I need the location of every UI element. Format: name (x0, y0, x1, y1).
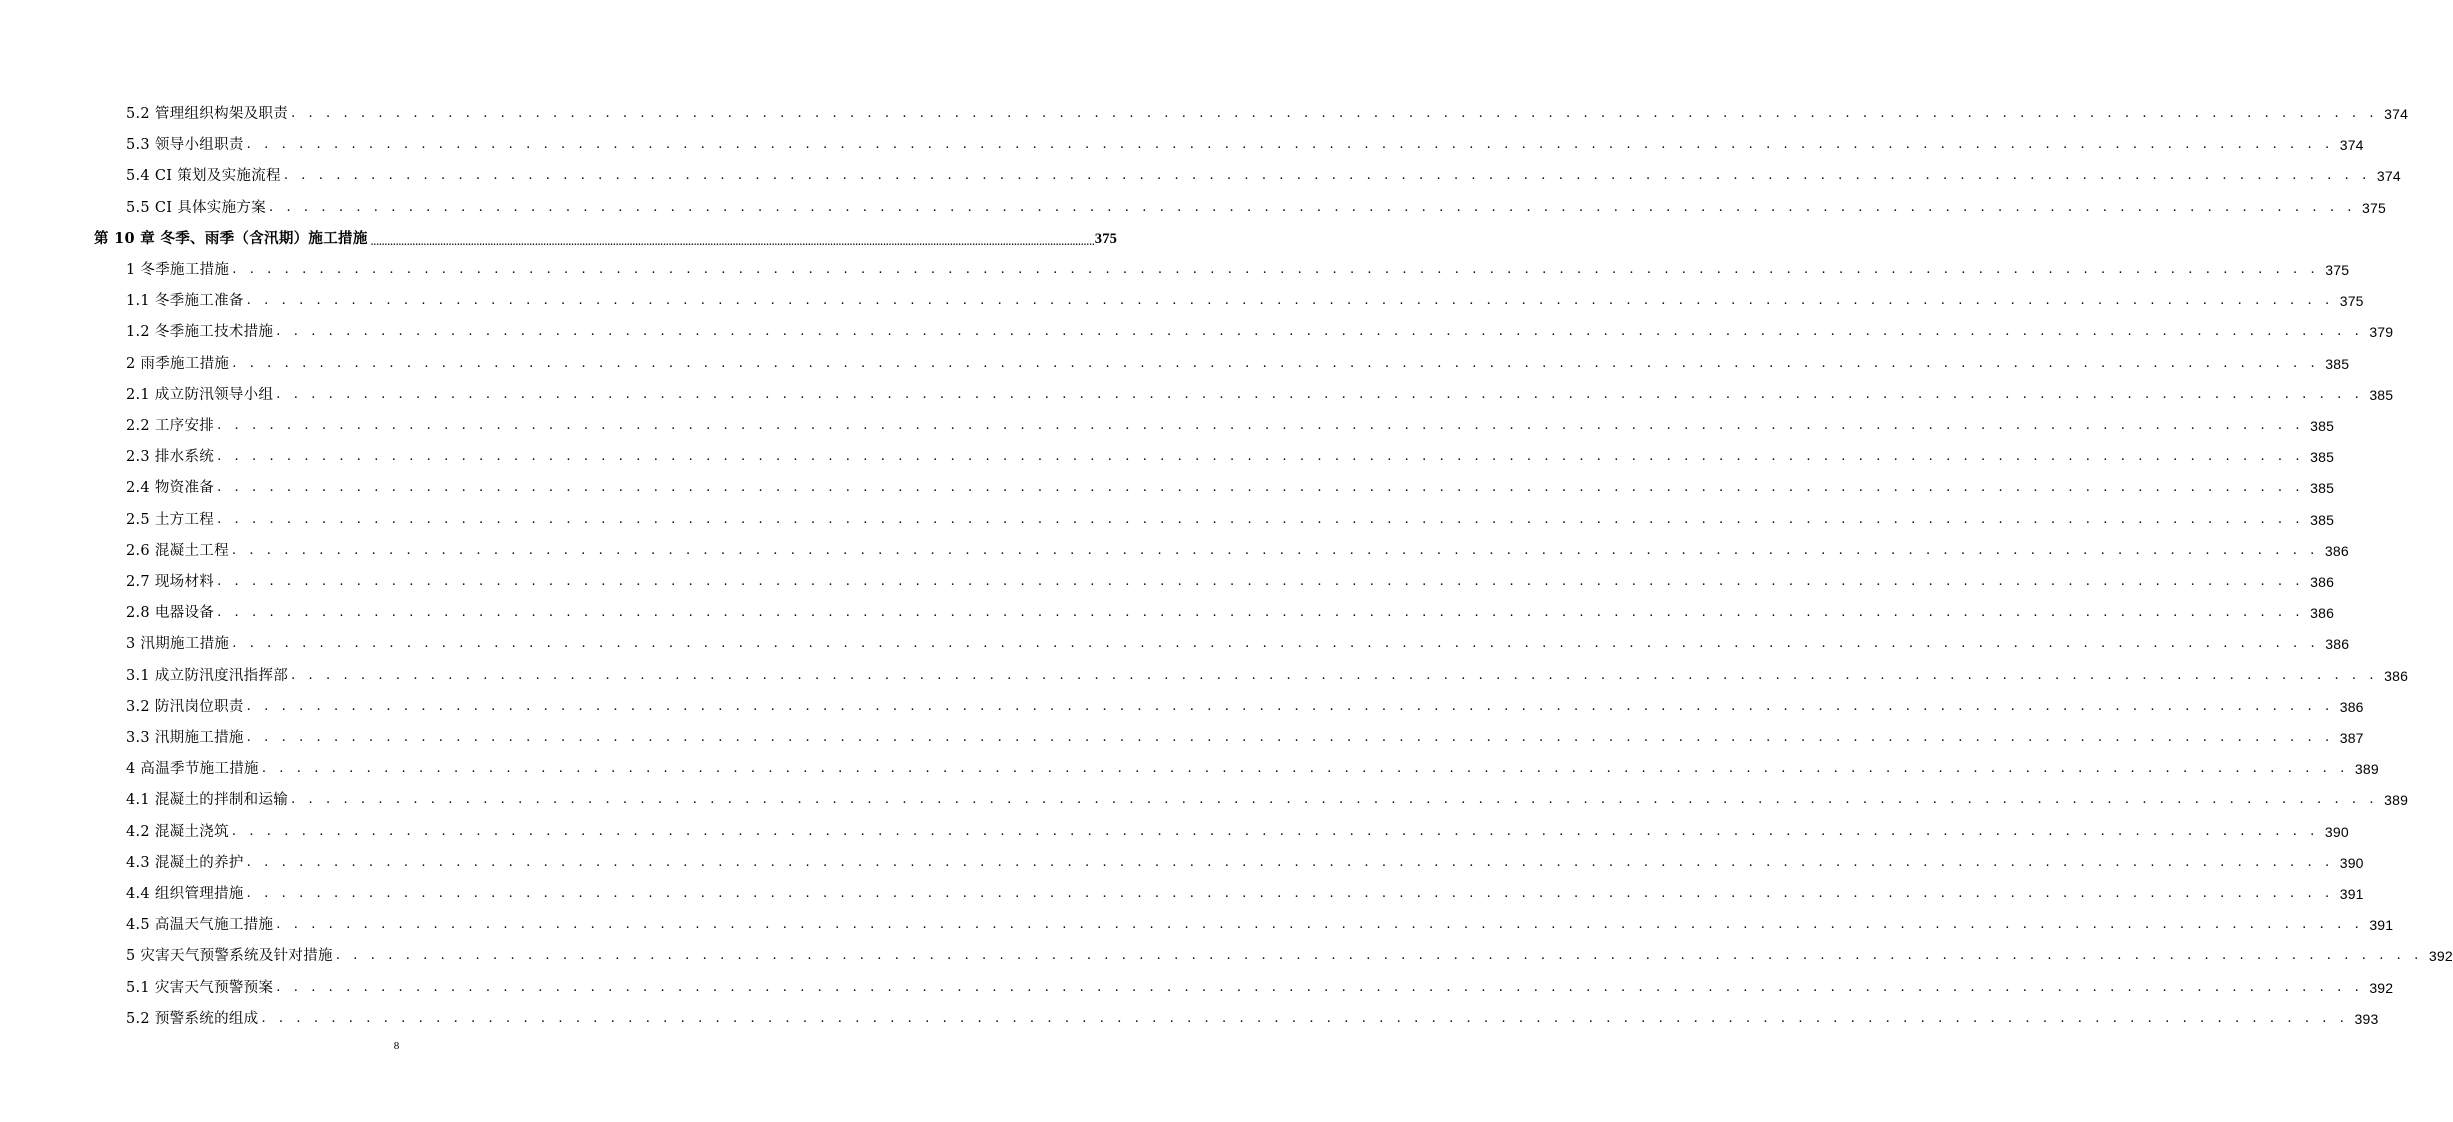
toc-dot-leader: . . . . . . . . . . . . . . . . . . . . . . . . . . . . . . . . . . . . . . . . . . . . . . . . . . . . . . . . . . . . . . . . . . . . . . . . . . . . . . . . . . . . . . . . . . . . . . . . . . . . . . . . . . . . . . . . . . . . . . . . (246, 137, 2334, 153)
toc-entry-title: 5.5 CI 具体实施方案 (126, 199, 266, 216)
toc-entry-title: 3.3 汛期施工措施 (126, 730, 244, 746)
toc-dot-leader: . . . . . . . . . . . . . . . . . . . . . . . . . . . . . . . . . . . . . . . . . . . . . . . . . . . . . . . . . . . . . . . . . . . . . . . . . . . . . . . . . . . . . . . . . . . . . . . . . . . . . . . . . . . . . . . . . . . . . . . . (246, 730, 2334, 745)
toc-entry-page: 375 (2339, 293, 2364, 310)
toc-entry-page: 375 (2325, 262, 2350, 278)
toc-entry-page: 385 (2310, 480, 2335, 497)
toc-entry-title: 5 灾害天气预警系统及针对措施 (126, 948, 333, 965)
toc-row[interactable] (126, 724, 2364, 748)
toc-dot-leader: . . . . . . . . . . . . . . . . . . . . . . . . . . . . . . . . . . . . . . . . . . . . . . . . . . . . . . . . . . . . . . . . . . . . . . . . . . . . . . . . . . . . . . . . . . . . . . . . . . . . . . . . . . . . . . . . . . . . . . . . (276, 386, 2364, 402)
toc-dot-leader: . . . . . . . . . . . . . . . . . . . . . . . . . . . . . . . . . . . . . . . . . . . . . . . . . . . . . . . . . . . . . . . . . . . . . . . . . . . . . . . . . . . . . . . . . . . . . . . . . . . . . . . . . . . . . . . . . . . . . . . . (291, 106, 2379, 121)
toc-row[interactable] (126, 1005, 2379, 1029)
toc-entry-page: 389 (2384, 792, 2409, 809)
toc-dot-leader: . . . . . . . . . . . . . . . . . . . . . . . . . . . . . . . . . . . . . . . . . . . . . . . . . . . . . . . . . . . . . . . . . . . . . . . . . . . . . . . . . . . . . . . . . . . . . . . . . . . . . . . . . . . . . . . . . . . . . . . . (276, 979, 2364, 995)
toc-entry-page: 379 (2369, 324, 2394, 341)
toc-entry-page: 375 (2362, 199, 2386, 216)
toc-dot-leader: . . . . . . . . . . . . . . . . . . . . . . . . . . . . . . . . . . . . . . . . . . . . . . . . . . . . . . . . . . . . . . . . . . . . . . . . . . . . . . . . . . . . . . . . . . . . . . . . . . . . . . . . . . . . . . . . . . . . . . . . (246, 698, 2334, 714)
toc-entry-page: 390 (2339, 854, 2364, 871)
toc-row[interactable] (126, 786, 2409, 810)
toc-dot-leader: . . . . . . . . . . . . . . . . . . . . . . . . . . . . . . . . . . . . . . . . . . . . . . . . . . . . . . . . . . . . . . . . . . . . . . . . . . . . . . . . . . . . . . . . . . . . . . . . . . . . . . . . . . . . . . . . . . . . . . . . (335, 948, 2423, 964)
toc-row[interactable] (126, 630, 2350, 654)
toc-entry-page: 386 (2384, 667, 2409, 684)
toc-entry-page: 391 (2369, 917, 2394, 934)
toc-entry-page: 385 (2369, 386, 2394, 403)
toc-entry-title: 3 汛期施工措施 (126, 636, 230, 653)
toc-entry-title: 4.5 高温天气施工措施 (126, 917, 274, 934)
toc-entry-title: 5.3 领导小组职责 (126, 137, 244, 154)
toc-dot-leader: . . . . . . . . . . . . . . . . . . . . . . . . . . . . . . . . . . . . . . . . . . . . . . . . . . . . . . . . . . . . . . . . . . . . . . . . . . . . . . . . . . . . . . . . . . . . . . . . . . . . . . . . . . . . . . . . . . . . . . . . (217, 511, 2305, 527)
toc-row[interactable] (126, 474, 2335, 498)
toc-row[interactable] (126, 599, 2335, 623)
toc-entry-title: 3.1 成立防汛度汛指挥部 (126, 667, 289, 684)
toc-dot-leader: . . . . . . . . . . . . . . . . . . . . . . . . . . . . . . . . . . . . . . . . . . . . . . . . . . . . . . . . . . . . . . . . . . . . . . . . . . . . . . . . . . . . . . . . . . . . . . . . . . . . . . . . . . . . . . . . . . . . . . . . (261, 761, 2349, 777)
toc-row[interactable] (126, 911, 2394, 935)
toc-row[interactable] (126, 131, 2364, 155)
toc-row[interactable] (126, 256, 2350, 280)
toc-entry-page: 375 (1094, 230, 1118, 247)
toc-dot-leader: . . . . . . . . . . . . . . . . . . . . . . . . . . . . . . . . . . . . . . . . . . . . . . . . . . . . . . . . . . . . . . . . . . . . . . . . . . . . . . . . . . . . . . . . . . . . . . . . . . . . . . . . . . . . . . . . . . . . . . . . (246, 886, 2334, 901)
toc-row[interactable] (126, 662, 2409, 686)
toc-row[interactable] (126, 880, 2364, 904)
toc-chapter-row[interactable] (94, 225, 1118, 249)
toc-row[interactable] (126, 537, 2349, 561)
toc-entry-page: 392 (2428, 948, 2453, 965)
toc-row[interactable] (126, 350, 2350, 374)
toc-entry-page: 386 (2310, 574, 2335, 590)
toc-entry-title: 2 雨季施工措施 (126, 355, 230, 372)
toc-entry-page: 387 (2339, 730, 2364, 746)
toc-entry-title: 5.1 灾害天气预警预案 (126, 979, 274, 996)
toc-entry-title: 2.4 物资准备 (126, 480, 215, 497)
toc-row[interactable] (126, 381, 2394, 405)
toc-row[interactable] (126, 693, 2364, 717)
toc-dot-leader: . . . . . . . . . . . . . . . . . . . . . . . . . . . . . . . . . . . . . . . . . . . . . . . . . . . . . . . . . . . . . . . . . . . . . . . . . . . . . . . . . . . . . . . . . . . . . . . . . . . . . . . . . . . . . . . . . . . . . . . . (231, 823, 2319, 839)
toc-dot-leader: . . . . . . . . . . . . . . . . . . . . . . . . . . . . . . . . . . . . . . . . . . . . . . . . . . . . . . . . . . . . . . . . . . . . . . . . . . . . . . . . . . . . . . . . . . . . . . . . . . . . . . . . . . . . . . . . . . . . . . . . (246, 293, 2334, 309)
toc-dot-leader: . . . . . . . . . . . . . . . . . . . . . . . . . . . . . . . . . . . . . . . . . . . . . . . . . . . . . . . . . . . . . . . . . . . . . . . . . . . . . . . . . . . . . . . . . . . . . . . . . . . . . . . . . . . . . . . . . . . . . . . . (231, 542, 2319, 558)
toc-entry-page: 391 (2339, 886, 2364, 902)
toc-row[interactable] (126, 506, 2335, 530)
toc-entry-page: 385 (2310, 449, 2335, 466)
toc-entry-page: 385 (2310, 418, 2335, 434)
toc-entry-title: 3.2 防汛岗位职责 (126, 698, 244, 715)
toc-entry-page: 385 (2325, 355, 2350, 372)
page-number: 8 (393, 1040, 400, 1052)
toc-entry-page: 374 (2339, 137, 2364, 154)
toc-entry-title: 4.2 混凝土浇筑 (126, 823, 229, 840)
toc-entry-page: 390 (2324, 823, 2349, 840)
toc-row[interactable] (126, 100, 2409, 124)
toc-row[interactable] (126, 194, 2386, 218)
toc-dot-leader: . . . . . . . . . . . . . . . . . . . . . . . . . . . . . . . . . . . . . . . . . . . . . . . . . . . . . . . . . . . . . . . . . . . . . . . . . . . . . . . . . . . . . . . . . . . . . . . . . . . . . . . . . . . . . . . . . . . . . . . . (261, 1010, 2349, 1026)
toc-dot-leader: . . . . . . . . . . . . . . . . . . . . . . . . . . . . . . . . . . . . . . . . . . . . . . . . . . . . . . . . . . . . . . . . . . . . . . . . . . . . . . . . . . . . . . . . . . . . . . . . . . . . . . . . . . . . . . . . . . . . . . . . (217, 449, 2305, 465)
toc-row[interactable] (126, 443, 2335, 467)
toc-dot-leader: . . . . . . . . . . . . . . . . . . . . . . . . . . . . . . . . . . . . . . . . . . . . . . . . . . . . . . . . . . . . . . . . . . . . . . . . . . . . . . . . . . . . . . . . . . . . . . . . . . . . . . . . . . . . . . . . . . . . . . . . (283, 168, 2371, 184)
toc-dot-leader: . . . . . . . . . . . . . . . . . . . . . . . . . . . . . . . . . . . . . . . . . . . . . . . . . . . . . . . . . . . . . . . . . . . . . . . . . . . . . . . . . . . . . . . . . . . . . . . . . . . . . . . . . . . . . . . . . . . . . . . . (276, 917, 2364, 933)
toc-dot-leader: . . . . . . . . . . . . . . . . . . . . . . . . . . . . . . . . . . . . . . . . . . . . . . . . . . . . . . . . . . . . . . . . . . . . . . . . . . . . . . . . . . . . . . . . . . . . . . . . . . . . . . . . . . . . . . . . . . . . . . . . (217, 480, 2305, 496)
toc-entry-title: 1.2 冬季施工技术措施 (126, 324, 274, 341)
toc-entry-title: 1.1 冬季施工准备 (126, 293, 244, 310)
toc-dot-leader: . . . . . . . . . . . . . . . . . . . . . . . . . . . . . . . . . . . . . . . . . . . . . . . . . . . . . . . . . . . . . . . . . . . . . . . . . . . . . . . . . . . . . . . . . . . . . . . . . . . . . . . . . . . . . . . . . . . . . . . . (232, 355, 2320, 371)
toc-entry-title: 2.6 混凝土工程 (126, 542, 229, 559)
toc-entry-page: 374 (2384, 106, 2409, 122)
toc-dot-leader: . . . . . . . . . . . . . . . . . . . . . . . . . . . . . . . . . . . . . . . . . . . . . . . . . . . . . . . . . . . . . . . . . . . . . . . . . . . . . . . . . . . . . . . . . . . . . . . . . . . . . . . . . . . . . . . . . . . . . . . . (217, 574, 2305, 589)
toc-dot-leader: . . . . . . . . . . . . . . . . . . . . . . . . . . . . . . . . . . . . . . . . . . . . . . . . . . . . . . . . . . . . . . . . . . . . . . . . . . . . . . . . . . . . . . . . . . . . . . . . . . . . . . . . . . . . . . . . . . . . . . . . (269, 199, 2357, 215)
toc-dot-leader: . . . . . . . . . . . . . . . . . . . . . . . . . . . . . . . . . . . . . . . . . . . . . . . . . . . . . . . . . . . . . . . . . . . . . . . . . . . . . . . . . . . . . . . . . . . . . . . . . . . . . . . . . . . . . . . . . . . . . . . . (291, 792, 2379, 808)
toc-dot-leader: . . . . . . . . . . . . . . . . . . . . . . . . . . . . . . . . . . . . . . . . . . . . . . . . . . . . . . . . . . . . . . . . . . . . . . . . . . . . . . . . . . . . . . . . . . . . . . . . . . . . . . . . . . . . . . . . . . . . . . . . (217, 605, 2305, 621)
toc-entry-title: 2.1 成立防汛领导小组 (126, 386, 274, 403)
toc-entry-title: 2.2 工序安排 (126, 418, 215, 434)
toc-entry-title: 2.5 土方工程 (126, 511, 215, 528)
toc-dot-leader: . . . . . . . . . . . . . . . . . . . . . . . . . . . . . . . . . . . . . . . . . . . . . . . . . . . . . . . . . . . . . . . . . . . . . . . . . . . . . . . . . . . . . . . . . . . . . . . . . . . . . . . . . . . . . . . . . . . . . . . . (232, 262, 2320, 277)
toc-entry-page: 393 (2354, 1010, 2379, 1027)
toc-entry-title: 1 冬季施工措施 (126, 262, 230, 278)
toc-entry-page: 374 (2376, 168, 2401, 185)
toc-entry-title: 4.1 混凝土的拌制和运输 (126, 792, 289, 809)
toc-row[interactable] (126, 974, 2394, 998)
toc-row[interactable] (126, 318, 2394, 342)
toc-entry-page: 389 (2354, 761, 2379, 778)
toc-entry-title: 2.7 现场材料 (126, 574, 215, 590)
toc-entry-page: 386 (2310, 605, 2335, 622)
toc-row[interactable] (126, 942, 2453, 966)
toc-entry-title: 4 高温季节施工措施 (126, 761, 259, 778)
toc-entry-title: 2.3 排水系统 (126, 449, 215, 466)
toc-row[interactable] (126, 568, 2335, 592)
toc-entry-title: 5.4 CI 策划及实施流程 (126, 168, 281, 185)
toc-entry-title: 5.2 管理组织构架及职责 (126, 106, 289, 122)
toc-entry-page: 392 (2369, 979, 2394, 996)
toc-dot-leader: . . . . . . . . . . . . . . . . . . . . . . . . . . . . . . . . . . . . . . . . . . . . . . . . . . . . . . . . . . . . . . . . . . . . . . . . . . . . . . . . . . . . . . . . . . . . . . . . . . . . . . . . . . . . . . . . . . . . . . . . (246, 854, 2334, 870)
toc-entry-title: 5.2 预警系统的组成 (126, 1010, 259, 1027)
toc-dot-leader: . . . . . . . . . . . . . . . . . . . . . . . . . . . . . . . . . . . . . . . . . . . . . . . . . . . . . . . . . . . . . . . . . . . . . . . . . . . . . . . . . . . . . . . . . . . . . . . . . . . . . . . . . . . . . . . . . . . . . . . . (291, 667, 2379, 683)
toc-entry-page: 386 (2339, 698, 2364, 715)
toc-dot-leader: . . . . . . . . . . . . . . . . . . . . . . . . . . . . . . . . . . . . . . . . . . . . . . . . . . . . . . . . . . . . . . . . . . . . . . . . . . . . . . . . . . . . . . . . . . . . . . . . . . . . . . . . . . . . . . . . . . . . . . . . (276, 324, 2364, 340)
toc-entry-title: 4.3 混凝土的养护 (126, 854, 244, 871)
toc-entry-page: 386 (2324, 542, 2349, 559)
toc-dot-leader: . . . . . . . . . . . . . . . . . . . . . . . . . . . . . . . . . . . . . . . . . . . . . . . . . . . . . . . . . . . . . . . . . . . . . . . . . . . . . . . . . . . . . . . . . . . . . . . . . . . . . . . . . . . . . . . . . . . . . . . . (232, 636, 2320, 652)
toc-entry-page: 386 (2325, 636, 2350, 653)
toc-entry-page: 385 (2310, 511, 2335, 528)
toc-entry-title: 2.8 电器设备 (126, 605, 215, 622)
toc-row[interactable] (126, 849, 2364, 873)
toc-row[interactable] (126, 818, 2349, 842)
toc-row[interactable] (126, 287, 2364, 311)
toc-entry-title: 第 10 章 冬季、雨季（含汛期）施工措施 (94, 229, 368, 247)
toc-entry-title: 4.4 组织管理措施 (126, 886, 244, 902)
toc-dot-leader: . . . . . . . . . . . . . . . . . . . . . . . . . . . . . . . . . . . . . . . . . . . . . . . . . . . . . . . . . . . . . . . . . . . . . . . . . . . . . . . . . . . . . . . . . . . . . . . . . . . . . . . . . . . . . . . . . . . . . . . . (217, 418, 2305, 433)
toc-dot-leader: .................................................................................................................................................................................................................................................................... (370, 236, 1095, 247)
toc-row[interactable] (126, 412, 2335, 436)
toc-row[interactable] (126, 755, 2379, 779)
toc-row[interactable] (126, 162, 2401, 186)
